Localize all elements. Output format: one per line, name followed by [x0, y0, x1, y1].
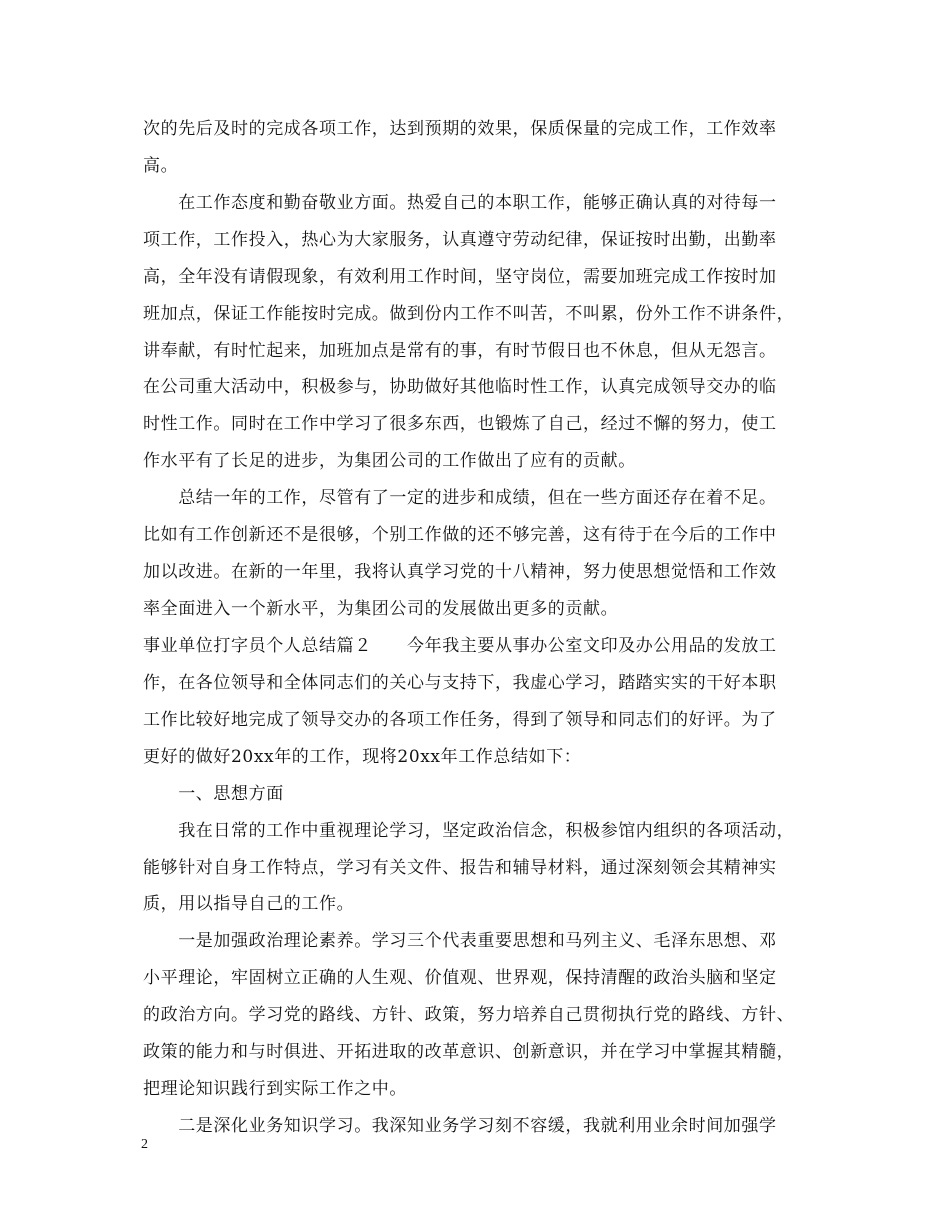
text-line: 更好的做好20xx年的工作，现将20xx年工作总结如下：	[143, 747, 582, 767]
text-line: 在公司重大活动中，积极参与，协助做好其他临时性工作，认真完成领导交办的临	[143, 377, 777, 397]
text-line: 比如有工作创新还不是很够，个别工作做的还不够完善，这有待于在今后的工作中	[143, 525, 777, 545]
text-line: 把理论知识践行到实际工作之中。	[143, 1079, 407, 1099]
text-line: 高。	[143, 156, 179, 176]
text-line: 班加点，保证工作能按时完成。做到份内工作不叫苦，不叫累，份外工作不讲条件，	[143, 304, 795, 324]
text-line: 时性工作。同时在工作中学习了很多东西，也锻炼了自己，经过不懈的努力，使工	[143, 414, 777, 434]
text-line: 讲奉献，有时忙起来，加班加点是常有的事，有时节假日也不休息，但从无怨言。	[143, 341, 777, 361]
page-number: 2	[141, 1137, 148, 1152]
text-line: 工作比较好地完成了领导交办的各项工作任务，得到了领导和同志们的好评。为了	[143, 710, 777, 730]
text-line: 事业单位打字员个人总结篇２ 今年我主要从事办公室文印及办公用品的发放工	[143, 636, 777, 656]
text-line: 加以改进。在新的一年里，我将认真学习党的十八精神，努力使思想觉悟和工作效	[143, 562, 777, 582]
text-line: 作水平有了长足的进步，为集团公司的工作做出了应有的贡献。	[143, 451, 636, 471]
text-line: 次的先后及时的完成各项工作，达到预期的效果，保质保量的完成工作，工作效率	[143, 119, 777, 139]
text-line: 二是深化业务知识学习。我深知业务学习刻不容缓，我就利用业余时间加强学	[143, 1116, 777, 1136]
text-line: 一是加强政治理论素养。学习三个代表重要思想和马列主义、毛泽东思想、邓	[143, 931, 777, 951]
text-line: 质，用以指导自己的工作。	[143, 894, 355, 914]
text-line: 项工作，工作投入，热心为大家服务，认真遵守劳动纪律，保证按时出勤，出勤率	[143, 230, 777, 250]
text-line: 率全面进入一个新水平，为集团公司的发展做出更多的贡献。	[143, 599, 619, 619]
section-heading: 一、思想方面	[143, 784, 284, 804]
text-line: 政策的能力和与时俱进、开拓进取的改革意识、创新意识，并在学习中掌握其精髓，	[143, 1042, 795, 1062]
text-line: 高，全年没有请假现象，有效利用工作时间，坚守岗位，需要加班完成工作按时加	[143, 267, 777, 287]
text-line: 小平理论，牢固树立正确的人生观、价值观、世界观，保持清醒的政治头脑和坚定	[143, 968, 777, 988]
text-line: 作，在各位领导和全体同志们的关心与支持下，我虚心学习，踏踏实实的干好本职	[143, 673, 777, 693]
text-line: 在工作态度和勤奋敬业方面。热爱自己的本职工作，能够正确认真的对待每一	[143, 193, 777, 213]
text-line: 我在日常的工作中重视理论学习，坚定政治信念，积极参馆内组织的各项活动，	[143, 821, 795, 841]
text-line: 能够针对自身工作特点，学习有关文件、报告和辅导材料，通过深刻领会其精神实	[143, 858, 777, 878]
text-line: 的政治方向。学习党的路线、方针、政策，努力培养自己贯彻执行党的路线、方针、	[143, 1005, 795, 1025]
text-line: 总结一年的工作，尽管有了一定的进步和成绩，但在一些方面还存在着不足。	[143, 488, 777, 508]
